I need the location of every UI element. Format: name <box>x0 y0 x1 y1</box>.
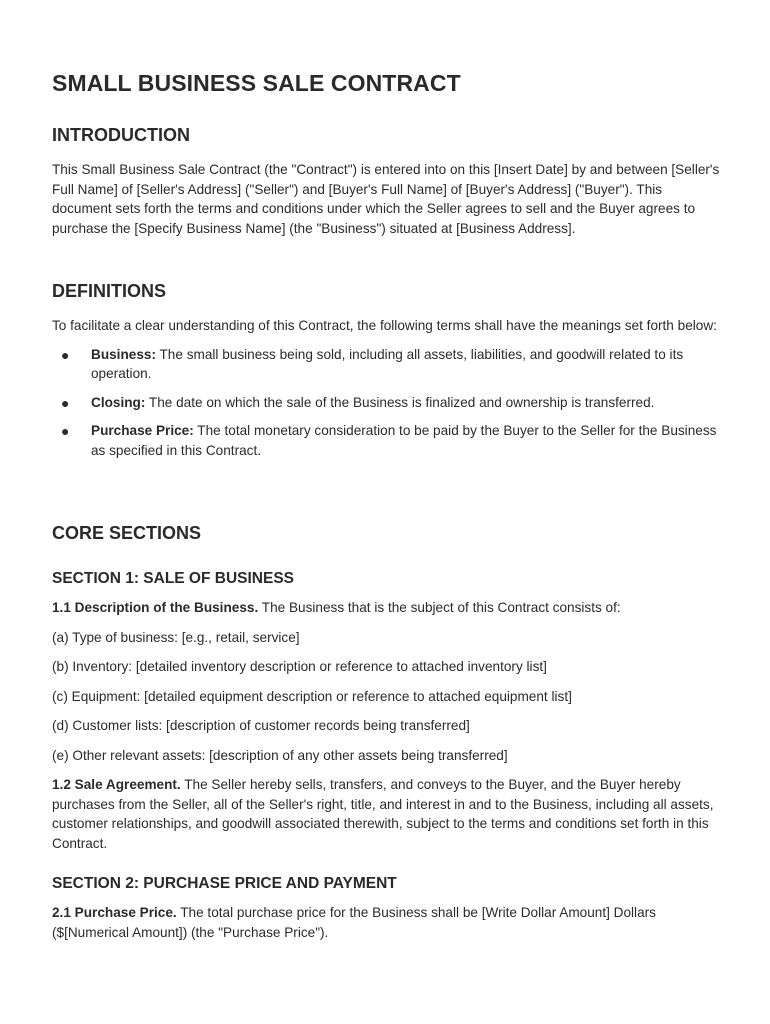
list-item: (b) Inventory: [detailed inventory description or reference to attached inventory list] <box>52 659 547 674</box>
list-item: (a) Type of business: [e.g., retail, service] <box>52 629 300 645</box>
clause-text: The Business that is the subject of this Contract consists of: <box>258 600 621 615</box>
clause-text: The total purchase price for the Business shall be [Write Dollar Amount] Dollars ($[Numerical Amount]) (the "Purchase Price"). <box>52 905 656 940</box>
definitions-list <box>52 345 720 461</box>
bullet-icon: ● <box>61 346 70 363</box>
definition-text: The date on which the sale of the Business is finalized and ownership is transferred. <box>145 394 655 410</box>
list-item <box>52 421 720 460</box>
definition-text: The total monetary consideration to be paid by the Buyer to the Seller for the Business as specified in this Contract. <box>91 423 717 458</box>
definition-term: Closing: <box>91 394 146 410</box>
section2-heading: SECTION 2: PURCHASE PRICE AND PAYMENT <box>52 875 397 892</box>
clause-1-2 <box>52 775 720 853</box>
core-sections-heading: CORE SECTIONS <box>52 523 202 543</box>
clause-label: 1.2 Sale Agreement. <box>52 777 181 792</box>
definitions-heading: DEFINITIONS <box>52 281 167 301</box>
clause-text: The Seller hereby sells, transfers, and conveys to the Buyer, and the Buyer hereby purchases from the Seller, all of the Seller's right, title, and interest in and to the Business, including all assets, customer relationships, and goodwill associated therewith, subject to the terms and conditions set forth in this Contract. <box>52 777 714 851</box>
introduction-text: This Small Business Sale Contract (the "Contract") is entered into on this [Insert Date] by and between [Seller's Full Name] of [Seller's Address] ("Seller") and [Buyer's Full Name] of [Buyer's Address] ("Buyer"). This document sets forth the terms and conditions under which the Seller agrees to sell and the Buyer agrees to purchase the [Specify Business Name] (the "Business") situated at [Business Address]. <box>52 162 720 236</box>
list-item: (d) Customer lists: [description of customer records being transferred] <box>52 718 470 733</box>
clause-2-1 <box>52 903 720 942</box>
list-item <box>52 345 720 384</box>
document-title: SMALL BUSINESS SALE CONTRACT <box>52 70 461 96</box>
introduction-section <box>52 125 720 238</box>
definitions-section <box>52 281 720 469</box>
clause-label: 2.1 Purchase Price. <box>52 905 177 920</box>
section1-heading: SECTION 1: SALE OF BUSINESS <box>52 570 295 587</box>
bullet-icon: ● <box>61 423 70 439</box>
definition-text: The small business being sold, including all assets, liabilities, and goodwill related to its operation. <box>91 346 684 381</box>
list-item: (e) Other relevant assets: [description of any other assets being transferred] <box>52 747 508 763</box>
core-sections <box>52 523 720 942</box>
definition-term: Purchase Price: <box>91 423 194 438</box>
bullet-icon: ● <box>61 394 70 411</box>
introduction-heading: INTRODUCTION <box>52 125 190 145</box>
definition-term: Business: <box>91 346 156 362</box>
definitions-intro: To facilitate a clear understanding of this Contract, the following terms shall have the meanings set forth below: <box>52 318 717 333</box>
clause-1-1 <box>52 598 720 618</box>
list-item <box>52 393 720 413</box>
clause-label: 1.1 Description of the Business. <box>52 600 259 615</box>
list-item: (c) Equipment: [detailed equipment description or reference to attached equipment list] <box>52 688 572 704</box>
